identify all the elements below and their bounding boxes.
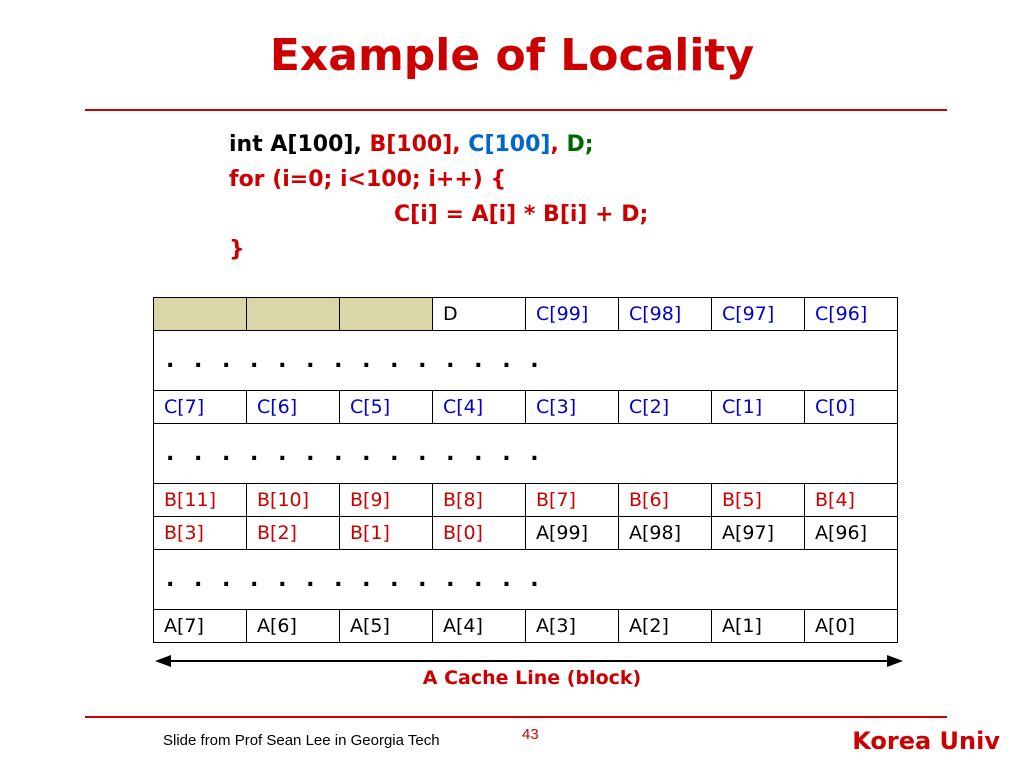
memory-layout-table xyxy=(153,297,898,643)
memory-cell: B[5] xyxy=(712,484,805,517)
ellipsis-cell: . . . . . . . . . . . . . . xyxy=(154,550,898,610)
code-comma: , xyxy=(550,132,559,157)
code-comma: , xyxy=(452,132,461,157)
code-int-part: int A[100], xyxy=(229,132,370,157)
memory-cell: A[97] xyxy=(712,517,805,550)
memory-cell: B[2] xyxy=(247,517,340,550)
memory-row xyxy=(154,391,898,424)
page-number: 43 xyxy=(522,726,539,743)
ellipsis-row xyxy=(154,424,898,484)
memory-cell: C[7] xyxy=(154,391,247,424)
memory-cell: A[4] xyxy=(433,610,526,643)
empty-cell xyxy=(154,298,247,331)
ellipsis-cell: . . . . . . . . . . . . . . xyxy=(154,331,898,391)
ellipsis-cell: . . . . . . . . . . . . . . xyxy=(154,424,898,484)
memory-cell: C[99] xyxy=(526,298,619,331)
memory-cell: B[8] xyxy=(433,484,526,517)
code-b-part: B[100] xyxy=(369,132,453,157)
memory-cell: A[2] xyxy=(619,610,712,643)
memory-cell: A[5] xyxy=(340,610,433,643)
memory-cell: B[0] xyxy=(433,517,526,550)
memory-cell: C[0] xyxy=(805,391,898,424)
memory-cell: A[98] xyxy=(619,517,712,550)
memory-row xyxy=(154,517,898,550)
empty-cell xyxy=(340,298,433,331)
code-line-declaration xyxy=(229,127,648,162)
memory-cell: B[1] xyxy=(340,517,433,550)
memory-cell: A[99] xyxy=(526,517,619,550)
code-line-for: for (i=0; i<100; i++) { xyxy=(229,167,507,192)
memory-cell: B[9] xyxy=(340,484,433,517)
memory-cell: A[96] xyxy=(805,517,898,550)
code-d-part: D; xyxy=(558,132,594,157)
memory-row xyxy=(154,610,898,643)
code-block xyxy=(229,127,648,267)
memory-cell: D xyxy=(433,298,526,331)
memory-cell: B[6] xyxy=(619,484,712,517)
memory-cell: C[96] xyxy=(805,298,898,331)
ellipsis-row xyxy=(154,550,898,610)
memory-cell: B[7] xyxy=(526,484,619,517)
memory-cell: C[97] xyxy=(712,298,805,331)
memory-cell: C[1] xyxy=(712,391,805,424)
footer-divider xyxy=(85,716,947,718)
code-line-body xyxy=(229,197,648,232)
brand-label: Korea Univ xyxy=(852,727,1000,755)
memory-cell: B[4] xyxy=(805,484,898,517)
memory-cell: C[6] xyxy=(247,391,340,424)
title-divider xyxy=(85,109,947,111)
memory-cell: A[6] xyxy=(247,610,340,643)
memory-cell: C[3] xyxy=(526,391,619,424)
memory-cell: B[10] xyxy=(247,484,340,517)
memory-cell: A[3] xyxy=(526,610,619,643)
memory-cell: C[5] xyxy=(340,391,433,424)
memory-cell: C[98] xyxy=(619,298,712,331)
code-line-close: } xyxy=(229,237,245,262)
memory-row xyxy=(154,298,898,331)
memory-cell: A[7] xyxy=(154,610,247,643)
code-c-part: C[100] xyxy=(460,132,551,157)
code-body-text: C[i] = A[i] * B[i] + D; xyxy=(394,202,649,227)
memory-cell: B[3] xyxy=(154,517,247,550)
memory-row xyxy=(154,484,898,517)
ellipsis-row xyxy=(154,331,898,391)
memory-cell: A[0] xyxy=(805,610,898,643)
cache-line-caption: A Cache Line (block) xyxy=(422,667,642,689)
arrow-head-right xyxy=(887,655,903,667)
empty-cell xyxy=(247,298,340,331)
memory-cell: C[4] xyxy=(433,391,526,424)
footer-credit: Slide from Prof Sean Lee in Georgia Tech xyxy=(163,732,440,749)
memory-cell: A[1] xyxy=(712,610,805,643)
arrow-head-left xyxy=(155,655,171,667)
memory-cell: C[2] xyxy=(619,391,712,424)
memory-cell: B[11] xyxy=(154,484,247,517)
slide-title: Example of Locality xyxy=(269,30,755,81)
